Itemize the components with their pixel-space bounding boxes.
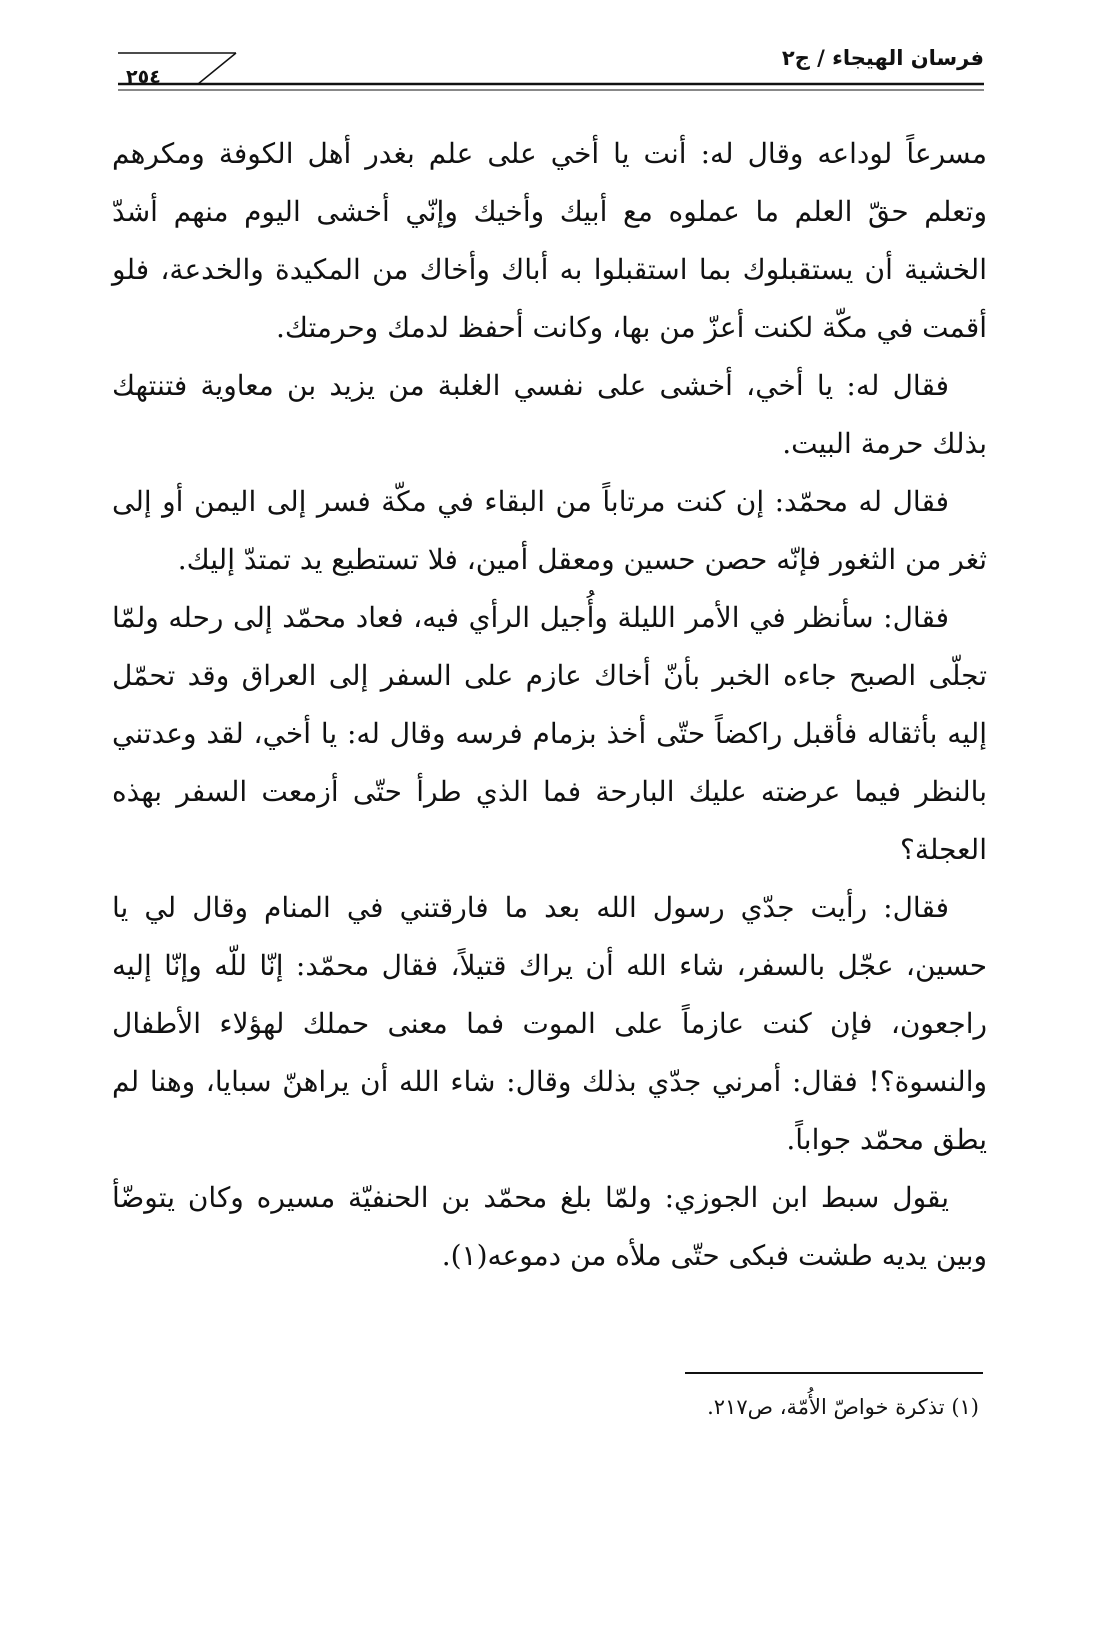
footnote-separator xyxy=(685,1372,983,1374)
paragraph: فقال: سأنظر في الأمر الليلة وأُجيل الرأي فيه، فعاد محمّد إلى رحله ولمّا تجلّى الصبح جاءه الخبر بأنّ أخاك عازم على السفر إلى العراق وقد تحمّل إليه بأثقاله فأقبل راكضاً حتّى أخذ بزمام فرسه وقال له: يا أخي، لقد وعدتني بالنظر فيما عرضته عليك البارحة فما الذي طرأ حتّى أزمعت السفر بهذه العجلة؟ xyxy=(112,601,987,866)
paragraph: فقال: رأيت جدّي رسول الله بعد ما فارقتني في المنام وقال لي يا حسين، عجّل بالسفر، شاء الله أن يراك قتيلاً، فقال محمّد: إنّا للّه وإنّا إليه راجعون، فإن كنت عازماً على الموت فما معنى حملك لهؤلاء الأطفال والنسوة؟! فقال: أمرني جدّي بذلك وقال: شاء الله أن يراهنّ سبايا، وهنا لم يطق محمّد جواباً. xyxy=(112,891,987,1156)
running-title: فرسان الهيجاء / ج٢ xyxy=(781,46,984,70)
footnote: (١) تذكرة خواصّ الأُمّة، ص٢١٧. xyxy=(707,1395,979,1419)
paragraph: فقال له محمّد: إن كنت مرتاباً من البقاء في مكّة فسر إلى اليمن أو إلى ثغر من الثغور فإنّه حصن حسين ومعقل أمين، فلا تستطيع يد تمتدّ إليك. xyxy=(112,485,987,576)
page-header xyxy=(118,40,984,96)
paragraph: يقول سبط ابن الجوزي: ولمّا بلغ محمّد بن الحنفيّة مسيره وكان يتوضّأ وبين يديه طشت فبكى حتّى ملأه من دموعه(١). xyxy=(112,1181,987,1272)
body-text xyxy=(112,125,987,1285)
paragraph: مسرعاً لوداعه وقال له: أنت يا أخي على علم بغدر أهل الكوفة ومكرهم وتعلم حقّ العلم ما عملوه مع أبيك وأخيك وإنّي أخشى اليوم منهم أشدّ الخشية أن يستقبلوك بما استقبلوا به أباك وأخاك من المكيدة والخدعة، فلو أقمت في مكّة لكنت أعزّ من بها، وكانت أحفظ لدمك وحرمتك. xyxy=(112,137,987,344)
paragraph: فقال له: يا أخي، أخشى على نفسي الغلبة من يزيد بن معاوية فتنتهك بذلك حرمة البيت. xyxy=(112,369,987,460)
page-number: ٢٥٤ xyxy=(126,66,161,88)
